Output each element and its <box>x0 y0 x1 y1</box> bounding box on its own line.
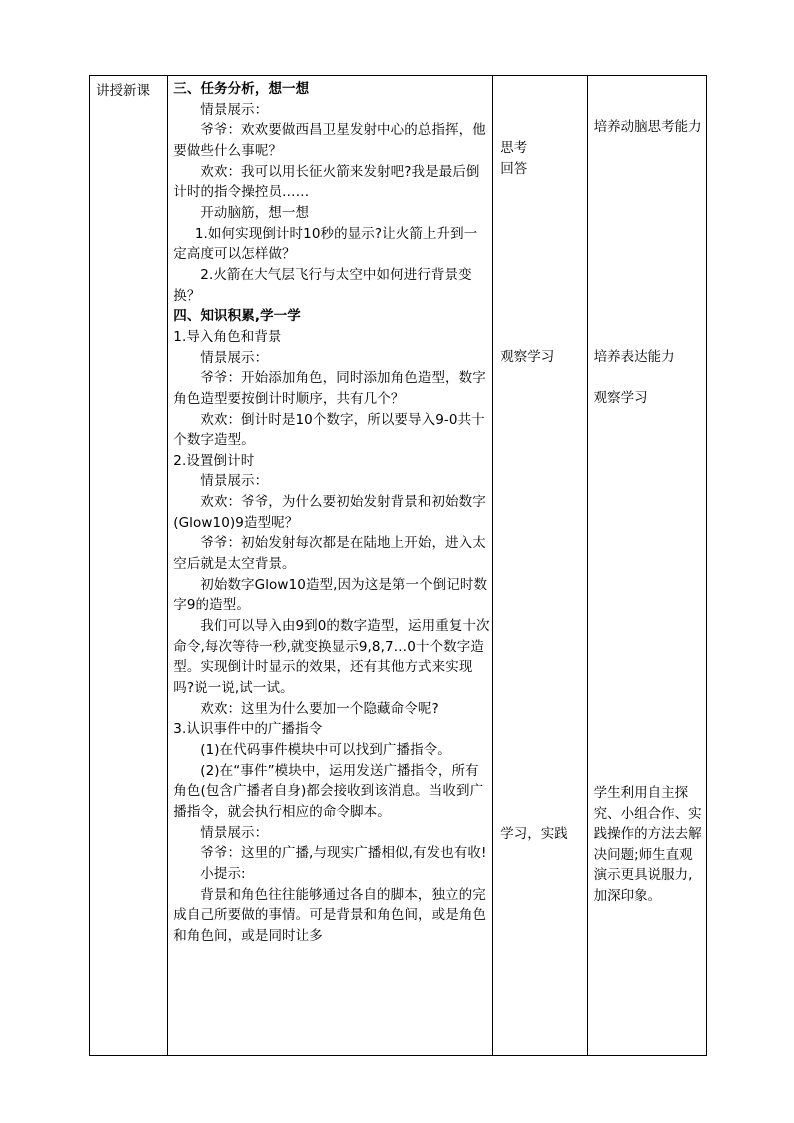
content-paragraph: 2.火箭在大气层飞行与太空中如何进行背景变换？ <box>173 266 472 304</box>
content-paragraph: 1.如何实现倒计时10秒的显示?让火箭上升到一定高度可以怎样做？ <box>173 225 478 263</box>
lesson-plan-table <box>89 75 707 1056</box>
design-intent-cell <box>587 76 706 1056</box>
design-intent-column <box>588 76 706 1055</box>
student-activity-text: 学习，实践 <box>500 826 568 842</box>
content-paragraph: 1.导入角色和背景 <box>173 328 282 345</box>
content-paragraph: 3.认识事件中的广播指令 <box>173 721 323 738</box>
content-paragraph: 小提示: <box>200 865 246 882</box>
content-paragraph: 情景展示： <box>200 349 269 366</box>
content-paragraph: 情景展示： <box>200 101 269 118</box>
design-intent-text: 观察学习 <box>593 390 648 406</box>
student-activity-text: 观察学习 <box>500 349 555 365</box>
content-paragraph: 爷爷：欢欢要做西昌卫星发射中心的总指挥，他要做些什么事呢？ <box>173 122 486 159</box>
content-paragraph: 我们可以导入由9到0的数字造型，运用重复十次命令,每次等待一秒,就变换显示9,8,7…0十个数字造型。实现倒计时显示的效果，还有其他方式来实现吗?说一说,试一试。 <box>173 618 490 697</box>
design-intent-text: 培养表达能力 <box>593 349 675 365</box>
stage-label: 讲授新课 <box>96 83 150 99</box>
content-paragraph: 情景展示： <box>200 473 269 490</box>
content-paragraph: (2)在“事件”模块中，运用发送广播指令，所有角色(包含广播者自身)都会接收到该消息。当收到广播指令，就会执行相应的命令脚本。 <box>173 762 484 820</box>
content-paragraph: 欢欢：这里为什么要加一个隐藏命令呢? <box>200 700 439 717</box>
stage-label-cell <box>90 76 168 1056</box>
teaching-content-cell <box>168 76 493 1056</box>
content-paragraph: 背景和角色往往能够通过各自的脚本，独立的完成自己所要做的事情。可是背景和角色间，或是角色和角色间，或是同时让多 <box>173 886 487 944</box>
content-paragraph: 情景展示： <box>200 824 269 841</box>
content-paragraph: 2.设置倒计时 <box>173 452 255 469</box>
design-intent-text: 培养动脑思考能力 <box>593 119 702 135</box>
student-activity-column <box>493 76 586 1055</box>
content-paragraph: 欢欢：倒计时是10个数字，所以要导入9-0共十个数字造型。 <box>173 411 485 449</box>
lesson-row-new-lesson <box>90 76 707 1056</box>
student-activity-text: 回答 <box>500 161 528 177</box>
design-intent-text: 学生利用自主探究、小组合作、实践操作的方法去解决问题;师生直观演示更具说服力,加深印象。 <box>593 785 702 904</box>
content-paragraph: 欢欢：爷爷，为什么要初始发射背景和初始数字(Glow10)9造型呢？ <box>173 494 486 531</box>
section-heading: 三、任务分析，想一想 <box>173 81 310 97</box>
content-paragraph: 爷爷：这里的广播,与现实广播相似,有发也有收! <box>200 845 487 862</box>
content-paragraph: 欢欢：我可以用长征火箭来发射吧?我是最后倒计时的指令操控员…… <box>173 163 480 201</box>
teaching-content <box>168 76 492 947</box>
content-paragraph: 爷爷：初始发射每次都是在陆地上开始，进入太空后就是太空背景。 <box>173 535 486 573</box>
section-heading: 四、知识积累,学一学 <box>173 308 301 325</box>
content-paragraph: 初始数字Glow10造型,因为这是第一个倒记时数字9的造型。 <box>173 576 488 614</box>
content-paragraph: 开动脑筋，想一想 <box>200 204 310 221</box>
student-activity-cell <box>493 76 587 1056</box>
content-paragraph: 爷爷：开始添加角色，同时添加角色造型，数字角色造型要按倒计时顺序，共有几个？ <box>173 370 486 407</box>
student-activity-text: 思考 <box>500 140 528 156</box>
content-paragraph: (1)在代码事件模块中可以找到广播指令。 <box>200 742 451 758</box>
